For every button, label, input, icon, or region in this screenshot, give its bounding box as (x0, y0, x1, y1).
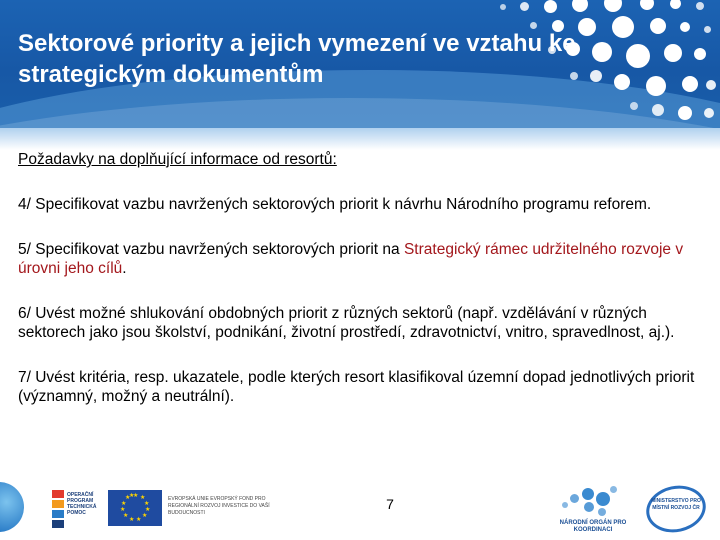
slide-body (18, 150, 708, 432)
op-technicka-pomoc-logo (52, 490, 98, 532)
slide-title: Sektorové priority a jejich vymezení ve vztahu ke strategickým dokumentům (18, 30, 576, 88)
eu-text: EVROPSKÁ UNIE EVROPSKÝ FOND PRO REGIONÁLNÍ ROZVOJ INVESTICE DO VAŠÍ BUDOUCNOSTI (168, 496, 270, 516)
op-logo-bars-icon (52, 490, 64, 532)
page-number: 7 (386, 496, 394, 512)
narodni-organ-text: NÁRODNÍ ORGÁN PRO KOORDINACI (559, 520, 627, 533)
item-5-end: . (122, 260, 127, 277)
narodni-organ-dots-icon (558, 482, 618, 518)
eu-flag-icon: ★ ★ ★ ★ ★ ★ ★ ★ ★ ★ ★ ★ (108, 490, 162, 526)
narodni-organ-logo (548, 482, 636, 538)
item-7: 7/ Uvést kritéria, resp. ukazatele, podle kterých resort klasifikoval územní dopad jednotlivých priorit (významný, možný a neutrální). (18, 369, 695, 405)
globe-icon (0, 482, 24, 532)
footer (0, 470, 720, 540)
ministerstvo-text: MINISTERSTVO PRO MÍSTNÍ ROZVOJ ČR (651, 498, 701, 511)
item-5 (18, 240, 708, 278)
item-5-text: 5/ Specifikovat vazbu navržených sektorových priorit na (18, 241, 404, 258)
item-4: 4/ Specifikovat vazbu navržených sektorových priorit k návrhu Národního programu reforem. (18, 196, 652, 213)
item-5-highlight: Strategický rámec udržitelného rozvoje v úrovni jeho cílů (18, 241, 684, 277)
requirements-heading: Požadavky na doplňující informace od resortů: (18, 151, 337, 168)
item-6: 6/ Uvést možné shlukování obdobných priorit z různých sektorů (např. vzdělávání v různých sektorech jako jsou školství, podnikání, životní prostředí, zdravotnictví, vnitro, spravedlnost, aj.). (18, 305, 675, 341)
ministerstvo-logo (640, 478, 712, 538)
op-logo-text: OPERAČNÍ PROGRAM TECHNICKÁ POMOC (67, 492, 97, 516)
